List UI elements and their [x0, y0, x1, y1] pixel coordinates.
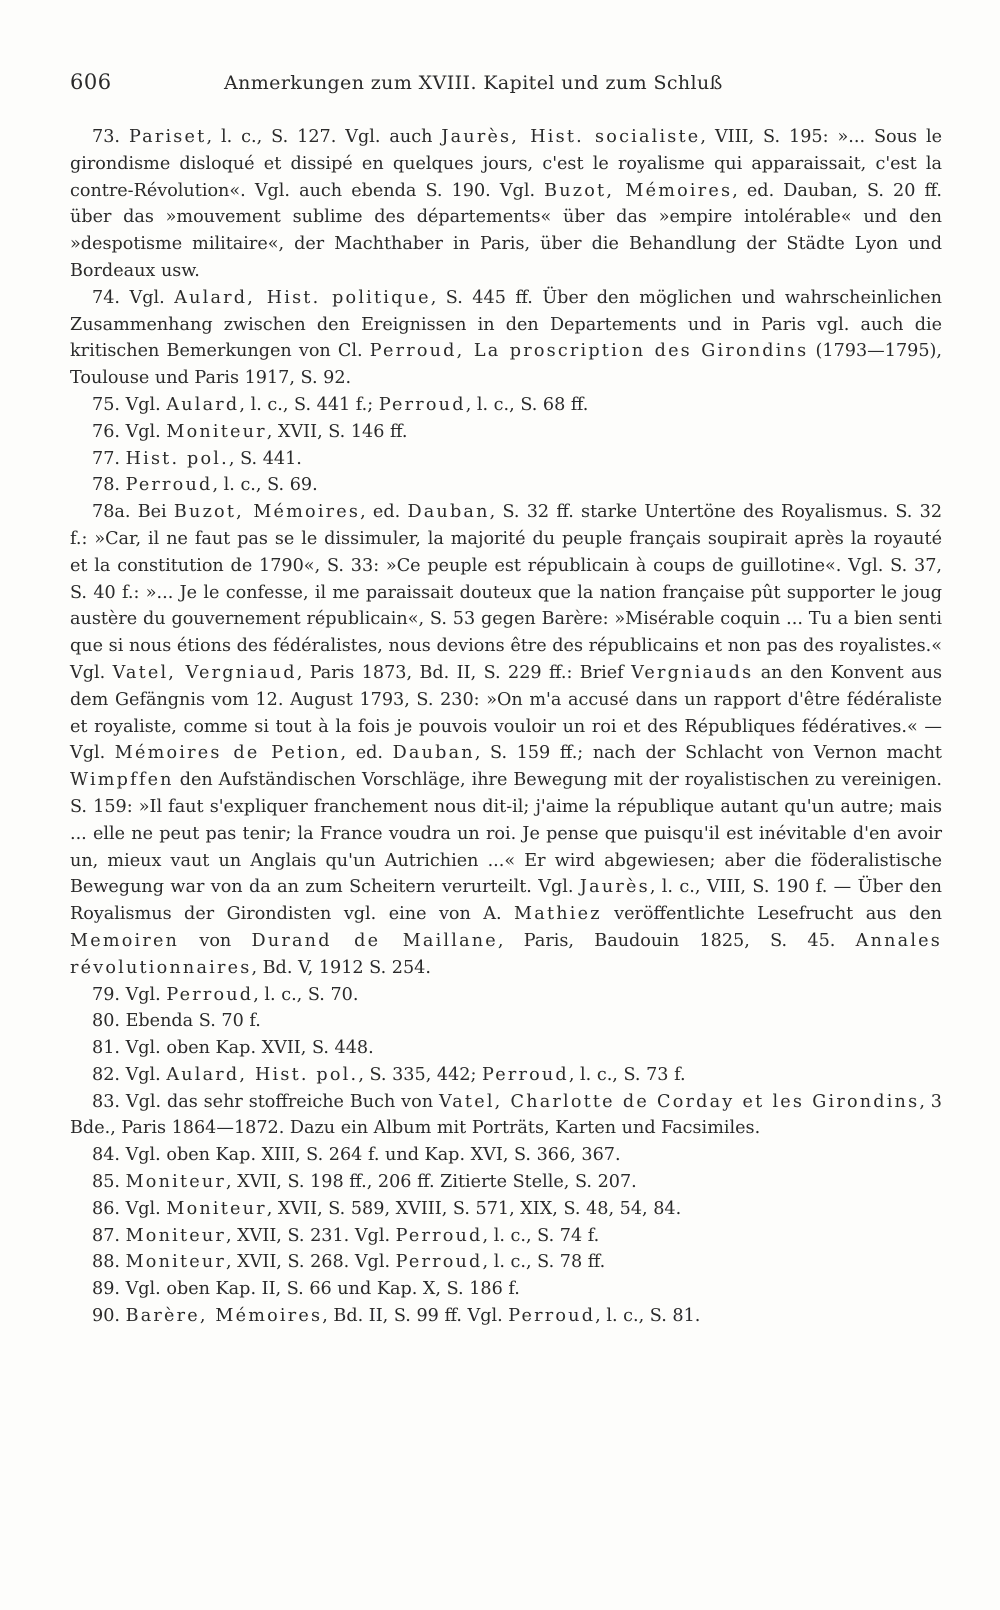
- note-text: 79. Vgl.: [92, 984, 167, 1005]
- page-header: [70, 70, 942, 100]
- note-text: , XVII, S. 146 ff.: [266, 421, 408, 442]
- note-text: , l. c., S. 69.: [212, 475, 318, 496]
- note-text: , XVII, S. 589, XVIII, S. 571, XIX, S. 48, 54, 84.: [266, 1198, 682, 1219]
- spaced-name: Perroud: [508, 1306, 596, 1327]
- note-text: , 3 Bde., Paris 1864—1872. Dazu ein Album mit Porträts, Karten und Facsimiles.: [70, 1091, 942, 1139]
- note-text: , ed. Dauban, S. 20 ff. über das »mouvement sublime des départements« über das »empire intolérable« und den »despotisme militaire«, der Machthaber in Paris, über die Behandlung der Städte Lyon und Bordeaux usw.: [70, 180, 942, 281]
- note-text: 85.: [92, 1172, 126, 1193]
- spaced-name: Aulard, Hist. politique: [174, 287, 431, 308]
- spaced-name: Moniteur: [166, 421, 267, 442]
- spaced-name: Vergniauds: [631, 662, 754, 683]
- note-text: an den Konvent aus dem Gefängnis vom 12. August 1793, S. 230: »On m'a accusé dans un rapport d'être fédéraliste et royaliste, comme si tout à la fois je pouvois vouloir un roi et des Républiques fédératives.« — Vgl.: [70, 662, 942, 764]
- note-text: , S. 32 ff. starke Untertöne des Royalismus. S. 32 f.: »Car, il ne faut pas se le dissimuler, la majorité du peuple français soupirait après la royauté et la constitution de 1790«, S. 33: »Ce peuple est républicain à coups de guillotine«. Vgl. S. 37, S. 40 f.: »... Je le confesse, il me paraissait douteux que la nation française pût supporter le joug austère du gouvernement républicain«, S. 53 gegen Barère: »Misérable coquin ... Tu a bien senti que si nous étions des fédéralistes, nous devions être des républicains et non pas des royalistes.« Vgl.: [70, 502, 943, 683]
- spaced-name: Annales révolutionnaires: [70, 930, 942, 978]
- spaced-name: Moniteur: [125, 1172, 226, 1193]
- note-text: 81. Vgl. oben Kap. XVII, S. 448.: [92, 1038, 374, 1059]
- endnote: [70, 982, 942, 1009]
- spaced-name: Aulard, Hist. pol.: [166, 1064, 359, 1085]
- note-text: 86. Vgl.: [92, 1198, 167, 1219]
- spaced-name: Moniteur: [125, 1252, 226, 1273]
- spaced-name: Hist. pol.: [125, 448, 229, 469]
- note-text: 73.: [92, 127, 129, 147]
- spaced-name: Perroud: [395, 1225, 483, 1246]
- spaced-name: Dauban: [407, 502, 490, 523]
- endnote: [70, 1249, 942, 1276]
- note-text: 74. Vgl.: [92, 287, 175, 308]
- endnotes: [70, 124, 942, 1330]
- note-text: 76. Vgl.: [92, 421, 167, 442]
- spaced-name: Aulard: [166, 394, 240, 415]
- note-text: 80. Ebenda S. 70 f.: [92, 1011, 261, 1032]
- note-text: den Aufständischen Vorschläge, ihre Bewegung mit der royalistischen zu vereinigen. S. 159: »Il faut s'expliquer franchement nous dit-il; j'aime la république autant qu'un autre; mais ... elle ne peut pas tenir; la France voudra un roi. Je pense que puisqu'il est inévitable d'en avoir un, mieux vaut un Anglais qu'un Autrichien ...« Er wird abgewiesen; aber die föderalistische Bewegung war von da an zum Scheitern verurteilt. Vgl.: [70, 770, 942, 898]
- note-text: , l. c., S. 73 f.: [568, 1064, 686, 1085]
- note-text: , Bd. V, 1912 S. 254.: [251, 957, 431, 978]
- spaced-name: Vatel, Charlotte de Corday et les Girondins: [438, 1091, 920, 1112]
- note-text: , l. c., S. 127. Vgl. auch: [206, 127, 442, 147]
- note-text: , Paris 1873, Bd. II, S. 229 ff.: Brief: [296, 662, 632, 683]
- spaced-name: Memoiren: [70, 930, 180, 951]
- spaced-name: Buzot, Mémoires: [544, 180, 733, 201]
- endnote: [70, 1303, 942, 1330]
- note-text: 83. Vgl. das sehr stoffreiche Buch von: [92, 1091, 439, 1112]
- note-text: , ed.: [360, 502, 408, 523]
- note-text: , ed.: [340, 743, 393, 764]
- spaced-name: Perroud: [481, 1064, 569, 1085]
- note-text: 90.: [92, 1306, 126, 1327]
- note-text: , l. c., S. 81.: [595, 1306, 701, 1327]
- note-text: (1793—1795), Toulouse und Paris 1917, S. 92.: [70, 341, 942, 389]
- endnote: [70, 446, 942, 473]
- endnote: [70, 285, 942, 392]
- endnote: [70, 1196, 942, 1223]
- endnote: [70, 1276, 942, 1303]
- spaced-name: Perroud: [378, 394, 466, 415]
- spaced-name: Wimpffen: [70, 770, 174, 791]
- note-text: , Bd. II, S. 99 ff. Vgl.: [322, 1306, 509, 1327]
- spaced-name: Vatel, Vergniaud: [112, 662, 297, 683]
- note-text: , l. c., VIII, S. 190 f. — Über den Royalismus der Girondisten vgl. eine von A.: [70, 877, 942, 925]
- note-text: , XVII, S. 198 ff., 206 ff. Zitierte Stelle, S. 207.: [225, 1172, 637, 1193]
- endnote: [70, 499, 942, 981]
- note-text: , XVII, S. 268. Vgl.: [225, 1252, 396, 1273]
- note-text: , XVII, S. 231. Vgl.: [225, 1225, 396, 1246]
- spaced-name: Durand de Maillane: [251, 930, 498, 951]
- note-text: , S. 445 ff. Über den möglichen und wahrscheinlichen Zusammenhang zwischen den Ereignissen in den Departements und in Paris vgl. auch die kritischen Bemerkungen von Cl.: [70, 287, 942, 362]
- note-text: , l. c., S. 74 f.: [482, 1225, 600, 1246]
- endnote: [70, 1169, 942, 1196]
- endnote: [70, 392, 942, 419]
- spaced-name: Moniteur: [166, 1198, 267, 1219]
- note-text: , l. c., S. 68 ff.: [465, 394, 589, 415]
- spaced-name: Jaurès: [579, 877, 650, 898]
- endnote: [70, 124, 942, 285]
- endnote: [70, 1035, 942, 1062]
- note-text: , l. c., S. 70.: [253, 984, 359, 1005]
- spaced-name: Perroud, La proscription des Girondins: [369, 341, 809, 362]
- endnote: [70, 1089, 942, 1143]
- spaced-name: Pariset: [128, 127, 207, 147]
- note-text: 89. Vgl. oben Kap. II, S. 66 und Kap. X, S. 186 f.: [92, 1279, 520, 1300]
- note-text: 88.: [92, 1252, 126, 1273]
- spaced-name: Jaurès, Hist. socialiste: [441, 127, 701, 147]
- note-text: , S. 159 ff.; nach der Schlacht von Vernon macht: [474, 743, 943, 764]
- note-text: 78.: [92, 475, 126, 496]
- note-text: von: [179, 930, 252, 951]
- note-text: , Paris, Baudouin 1825, S. 45.: [497, 930, 856, 951]
- note-text: 77.: [92, 448, 126, 469]
- spaced-name: Barère, Mémoires: [125, 1306, 323, 1327]
- running-head: Anmerkungen zum XVIII. Kapitel und zum Schluß: [224, 72, 723, 94]
- note-text: veröffentlichte Lesefrucht aus den: [601, 904, 943, 925]
- note-text: 84. Vgl. oben Kap. XIII, S. 264 f. und Kap. XVI, S. 366, 367.: [92, 1145, 621, 1166]
- note-text: , l. c., S. 78 ff.: [482, 1252, 606, 1273]
- endnote: [70, 1223, 942, 1250]
- spaced-name: Buzot, Mémoires: [173, 502, 361, 523]
- page-number: 606: [70, 70, 112, 94]
- note-text: 78a. Bei: [92, 502, 174, 523]
- endnote: [70, 1142, 942, 1169]
- spaced-name: Perroud: [166, 984, 254, 1005]
- endnote: [70, 1008, 942, 1035]
- spaced-name: Perroud: [125, 475, 213, 496]
- spaced-name: Mémoires de Petion: [114, 743, 341, 764]
- spaced-name: Dauban: [392, 743, 475, 764]
- note-text: 82. Vgl.: [92, 1064, 167, 1085]
- note-text: 75. Vgl.: [92, 394, 167, 415]
- note-text: , VIII, S. 195: »... Sous le girondisme disloqué et dissipé en quelques jours, c'est le royalisme qui apparaissait, c'est la contre-Révolution«. Vgl. auch ebenda S. 190. Vgl.: [70, 127, 942, 201]
- endnote: [70, 472, 942, 499]
- endnote: [70, 1062, 942, 1089]
- note-text: 87.: [92, 1225, 126, 1246]
- note-text: , S. 441.: [228, 448, 302, 469]
- spaced-name: Perroud: [395, 1252, 483, 1273]
- note-text: , l. c., S. 441 f.;: [239, 394, 379, 415]
- endnote: [70, 419, 942, 446]
- note-text: , S. 335, 442;: [358, 1064, 482, 1085]
- spaced-name: Mathiez: [514, 904, 602, 925]
- spaced-name: Moniteur: [125, 1225, 226, 1246]
